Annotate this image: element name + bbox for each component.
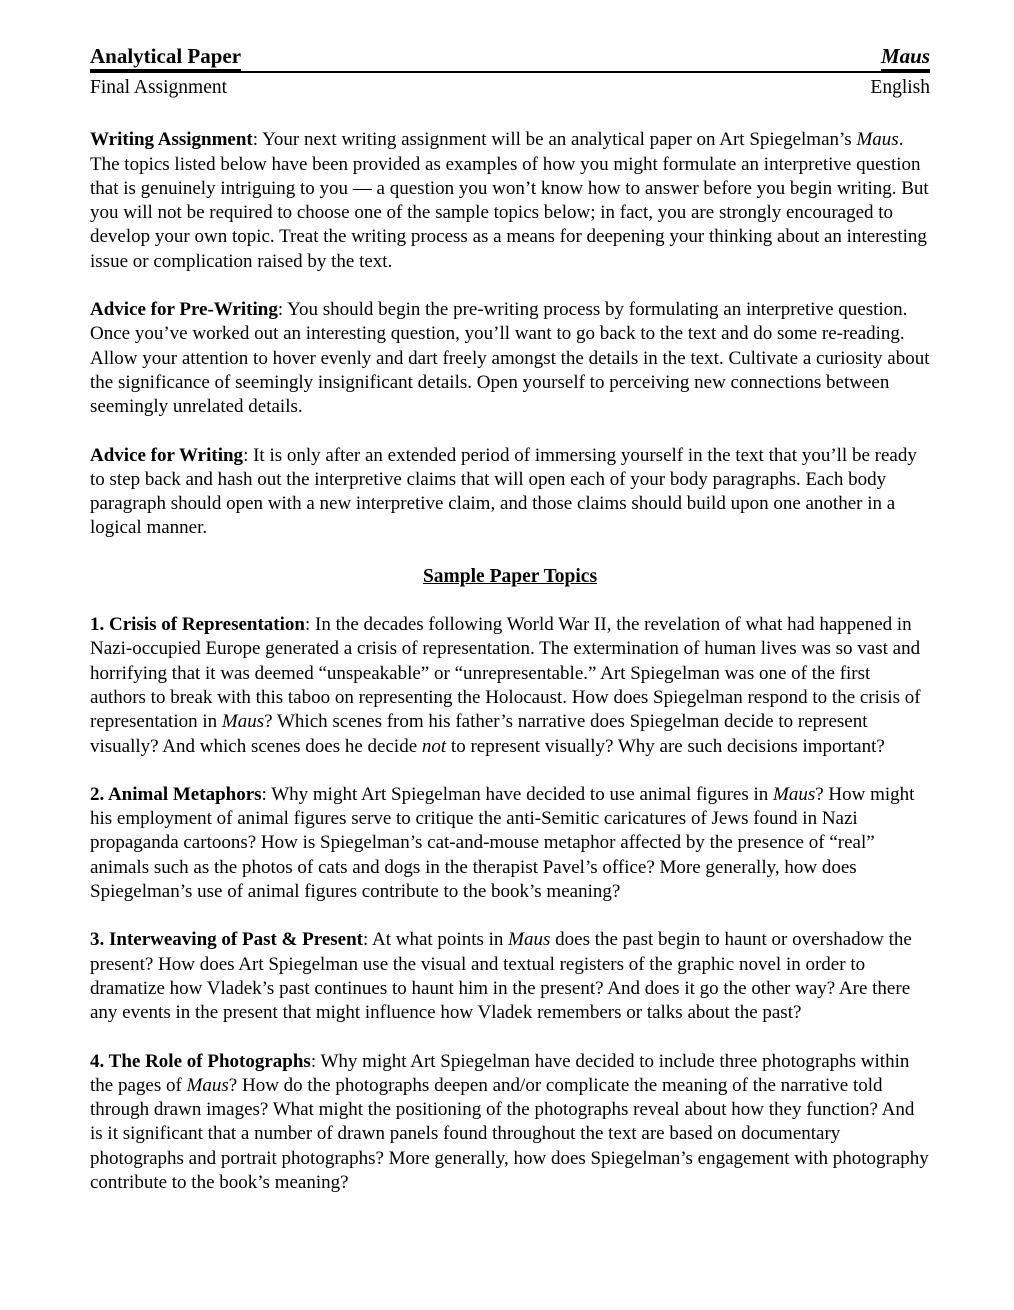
topic-2-animal-metaphors: 2. Animal Metaphors: Why might Art Spiegelman have decided to use animal figures in Maus? How might his employment of animal figures serve to critique the anti-Semitic caricatures of Jews found in Nazi propaganda cartoons? How is Spiegelman’s cat-and-mouse metaphor affected by the presence of “real” animals such as the photos of cats and dogs in the therapist Pavel’s office? More generally, how does Spiegelman’s use of animal figures contribute to the book’s meaning? <box>90 783 915 903</box>
sample-topics-heading: Sample Paper Topics <box>422 565 598 587</box>
header-rule <box>90 44 930 73</box>
topic-1-crisis-of-representation: 1. Crisis of Representation: In the decades following World War II, the revelation of what had happened in Nazi-occupied Europe generated a crisis of representation. The extermination of human lives was so vast and horrifying that it was deemed “unspeakable” or “unrepresentable.” Art Spiegelman was one of the first authors to break with this taboo on representing the Holocaust. How does Spiegelman respond to the crisis of representation in Maus? Which scenes from his father’s narrative does Spiegelman decide to represent visually? And which scenes does he decide not to represent visually? Why are such decisions important? <box>90 614 921 757</box>
topic-4-role-of-photographs: 4. The Role of Photographs: Why might Art Spiegelman have decided to include three photographs within the pages of Maus? How do the photographs deepen and/or complicate the meaning of the narrative told through drawn images? What might the positioning of the photographs reveal about how they function? And is it significant that a number of drawn panels found throughout the text are based on documentary photographs and portrait photographs? More generally, how does Spiegelman’s engagement with photography contribute to the book’s meaning? <box>90 1050 929 1193</box>
writing-assignment-paragraph: Writing Assignment: Your next writing assignment will be an analytical paper on Art Spiegelman’s Maus. The topics listed below have been provided as examples of how you might formulate an interpretive question that is genuinely intriguing to you — a question you won’t know how to answer before you begin writing. But you will not be required to choose one of the sample topics below; in fact, you are strongly encouraged to develop your own topic. Treat the writing process as a means for deepening your thinking about an interesting issue or complication raised by the text. <box>90 129 929 272</box>
assignment-title: Analytical Paper <box>90 44 241 71</box>
subheader-row <box>90 76 930 100</box>
advice-writing-paragraph: Advice for Writing: It is only after an extended period of immersing yourself in the text that you’ll be ready to step back and hash out the interpretive claims that will open each of your body paragraphs. Each body paragraph should open with a new interpretive claim, and those claims should build upon one another in a logical manner. <box>90 444 917 539</box>
assignment-subtitle: Final Assignment <box>90 77 228 98</box>
course-name: English <box>870 77 930 98</box>
topic-3-interweaving-past-present: 3. Interweaving of Past & Present: At what points in Maus does the past begin to haunt or overshadow the present? How does Art Spiegelman use the visual and textual registers of the graphic novel in order to dramatize how Vladek’s past continues to haunt him in the present? And does it go the other way? Are there any events in the present that might influence how Vladek remembers or talks about the past? <box>90 929 912 1024</box>
advice-pre-writing-paragraph: Advice for Pre-Writing: You should begin the pre-writing process by formulating an interpretive question. Once you’ve worked out an interesting question, you’ll want to go back to the text and do some re-reading. Allow your attention to hover evenly and dart freely amongst the details in the text. Cultivate a curiosity about the significance of seemingly insignificant details. Open yourself to perceiving new connections between seemingly unrelated details. <box>90 299 930 418</box>
book-title: Maus <box>881 44 930 71</box>
